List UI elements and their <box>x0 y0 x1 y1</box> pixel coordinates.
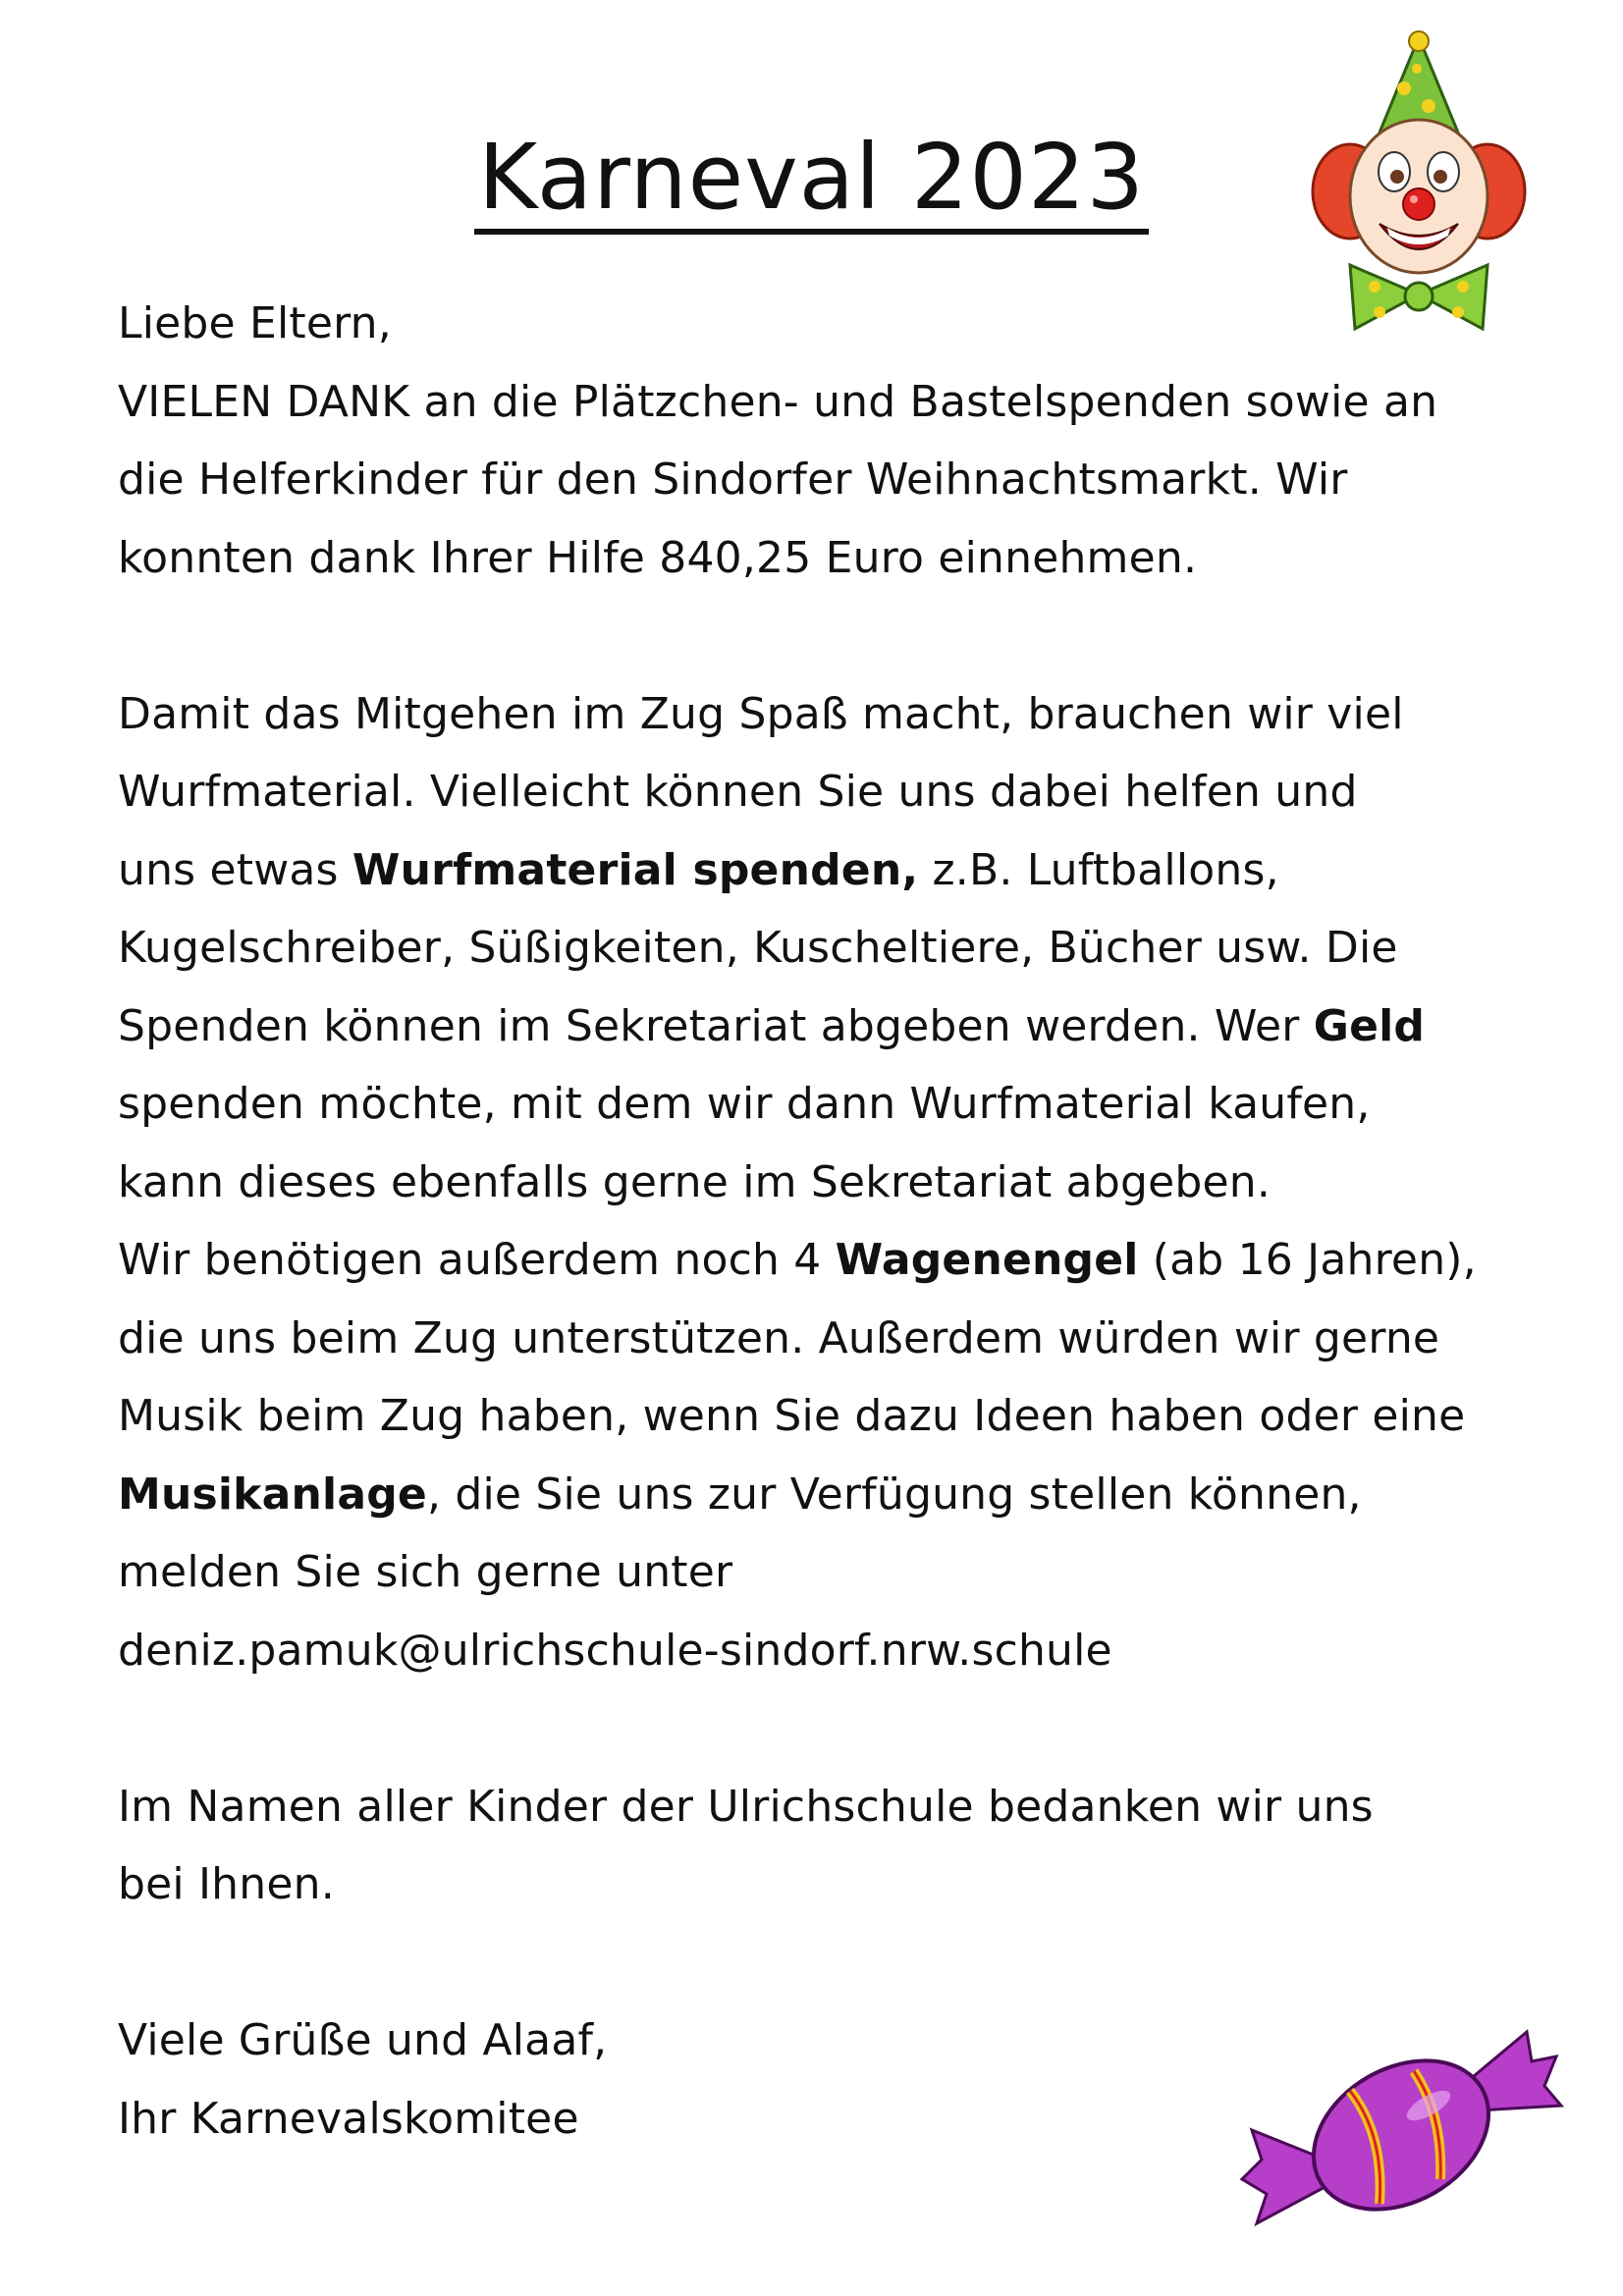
spacer <box>118 1689 1532 1768</box>
text-fragment: , die Sie uns zur Verfügung stellen können, <box>426 1468 1362 1520</box>
text-fragment: z.B. Luftballons, <box>918 844 1279 895</box>
para2-line: spenden möchte, mit dem wir dann Wurfmaterial kaufen, <box>118 1079 1371 1129</box>
bold-text: Musikanlage <box>118 1468 427 1520</box>
para2-line: Kugelschreiber, Süßigkeiten, Kuscheltiere, Bücher usw. Die <box>118 923 1398 973</box>
para3-line: Im Namen aller Kinder der Ulrichschule bedanken wir uns <box>118 1781 1374 1832</box>
bold-text: Wurfmaterial spenden, <box>352 844 919 895</box>
closing-line: Viele Grüße und Alaaf, <box>118 2015 608 2065</box>
candy-icon <box>1232 2012 1566 2238</box>
signature-line: Ihr Karnevalskomitee <box>118 2093 579 2144</box>
para2-line: Damit das Mitgehen im Zug Spaß macht, brauchen wir viel <box>118 688 1404 739</box>
spacer <box>118 1924 1532 2002</box>
para3-line: bei Ihnen. <box>118 1859 335 1909</box>
para2-line <box>118 1221 1532 1300</box>
spacer <box>118 597 1532 675</box>
bold-text: Geld <box>1313 1000 1426 1051</box>
para1-line: die Helferkinder für den Sindorfer Weihnachtsmarkt. Wir <box>118 454 1348 505</box>
bold-text: Wagenengel <box>835 1235 1139 1285</box>
para2-line: melden Sie sich gerne unter <box>118 1547 733 1597</box>
text-fragment: Wir benötigen außerdem noch 4 <box>118 1235 836 1285</box>
text-fragment: uns etwas <box>118 844 352 895</box>
para2-line: die uns beim Zug unterstützen. Außerdem würden wir gerne <box>118 1312 1440 1363</box>
contact-email: deniz.pamuk@ulrichschule-sindorf.nrw.schule <box>118 1625 1112 1676</box>
para2-line <box>118 988 1532 1066</box>
text-fragment: Spenden können im Sekretariat abgeben werden. Wer <box>118 1000 1314 1051</box>
text-fragment: (ab 16 Jahren), <box>1138 1235 1477 1285</box>
para2-line: kann dieses ebenfalls gerne im Sekretariat abgeben. <box>118 1156 1271 1207</box>
greeting: Liebe Eltern, <box>118 298 392 348</box>
para1-line: konnten dank Ihrer Hilfe 840,25 Euro einnehmen. <box>118 532 1198 583</box>
para2-line <box>118 1456 1532 1534</box>
letter-body <box>118 285 1532 2158</box>
page-title: Karneval 2023 <box>474 133 1149 235</box>
para2-line: Wurfmaterial. Vielleicht können Sie uns dabei helfen und <box>118 767 1358 817</box>
para2-line: Musik beim Zug haben, wenn Sie dazu Ideen haben oder eine <box>118 1391 1466 1441</box>
para2-line <box>118 831 1532 910</box>
para1-line: VIELEN DANK an die Plätzchen- und Bastelspenden sowie an <box>118 376 1438 427</box>
